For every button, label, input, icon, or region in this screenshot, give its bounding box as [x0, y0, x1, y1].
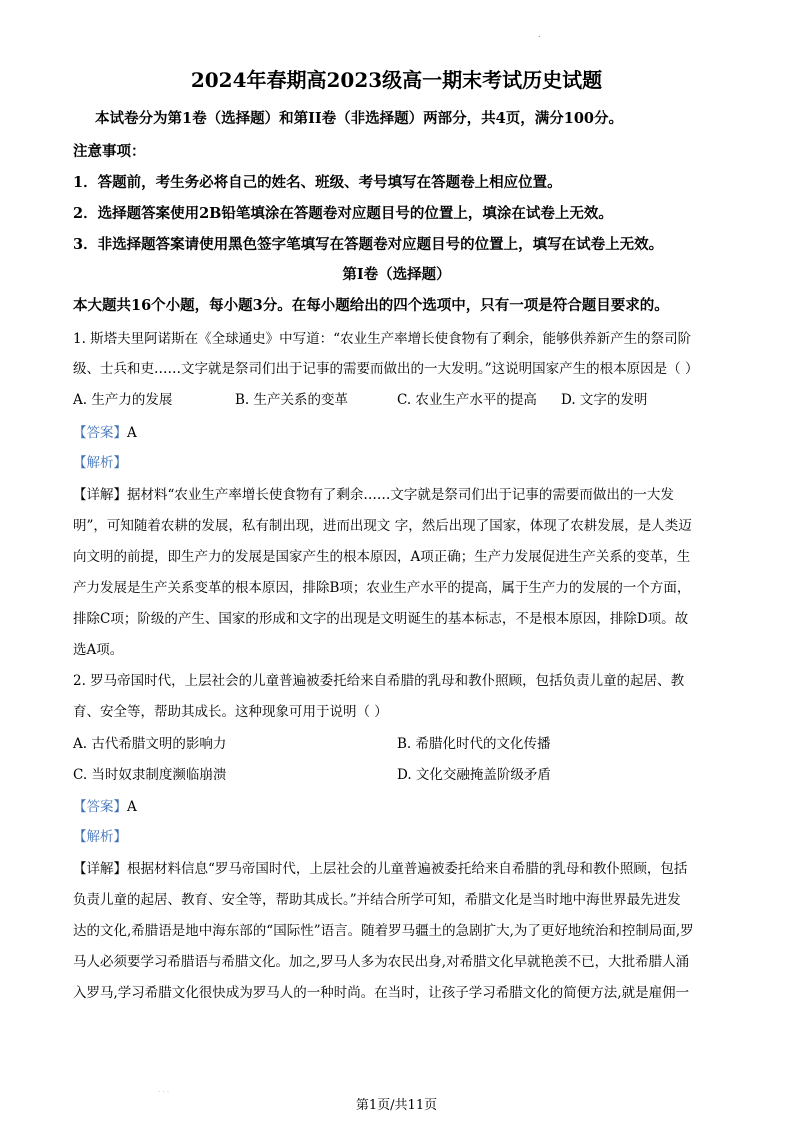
q1-detail-line: 排除C项；阶级的产生、国家的形成和文字的出现是文明诞生的基本标志，不是根本原因，排除D项。故: [73, 611, 689, 627]
q2-analysis-tag: 【解析】: [73, 829, 127, 845]
answer-tag: 【答案】: [73, 799, 127, 815]
q2-option-a: A. 古代希腊文明的影响力: [73, 736, 227, 752]
answer-value: A: [127, 425, 137, 441]
q1-detail-line: 向文明的前提，即生产力的发展是国家产生的根本原因，A项正确；生产力发展促进生产关系的变革，生: [73, 549, 691, 565]
q2-option-d: D. 文化交融掩盖阶级矛盾: [397, 767, 551, 783]
answer-tag: 【答案】: [73, 425, 127, 441]
q2-options-row-2: [73, 763, 733, 783]
q1-detail-line: [73, 483, 674, 503]
q2-answer: [73, 795, 137, 815]
detail-text: 据材料“农业生产率增长使食物有了剩余……文字就是祭司们出于记事的需要而做出的一大发: [127, 487, 674, 503]
q1-stem-line: 1. 斯塔夫里阿诺斯在《全球通史》中写道：“农业生产率增长使食物有了剩余，能够供养新产生的祭司阶: [73, 331, 692, 347]
q1-option-c: C. 农业生产水平的提高: [397, 392, 537, 408]
q2-detail-line: 马人必须要学习希腊语与希腊文化。加之,罗马人多为农民出身,对希腊文化早就艳羡不已，大批希腊人涌: [73, 954, 690, 970]
q1-option-d: D. 文字的发明: [561, 392, 648, 408]
section-instruction: 本大题共16个小题，每小题3分。在每小题给出的四个选项中，只有一项是符合题目要求的。: [73, 297, 669, 314]
header-dot: .: [538, 30, 541, 39]
footer-faint-marks: · · ·: [158, 1088, 170, 1096]
detail-tag: 【详解】: [73, 861, 127, 877]
q2-detail-line: 入罗马,学习希腊文化很快成为罗马人的一种时尚。在当时，让孩子学习希腊文化的简便方法,就是雇佣一: [73, 985, 690, 1001]
notice-item: 1．答题前，考生务必将自己的姓名、班级、考号填写在答题卷上相应位置。: [73, 174, 562, 191]
q1-detail-line: 明”，可知随着农耕的发展，私有制出现，进而出现文 字，然后出现了国家，体现了农耕发展，是人类迈: [73, 518, 692, 534]
q1-detail-line: 产力发展是生产关系变革的根本原因，排除B项；农业生产水平的提高，属于生产力的发展的一个方面，: [73, 580, 691, 596]
q1-analysis-tag: 【解析】: [73, 455, 127, 471]
intro-text: 本试卷分为第1卷（选择题）和第II卷（非选择题）两部分，共4页，满分100分。: [95, 110, 624, 127]
notice-item: 3．非选择题答案请使用黑色签字笔填写在答题卷对应题目号的位置上，填写在试卷上无效。: [73, 236, 664, 253]
q1-stem-line: 级、士兵和吏……文字就是祭司们出于记事的需要而做出的一大发明。”这说明国家产生的根本原因是（ ）: [73, 361, 699, 377]
q2-option-c: C. 当时奴隶制度濒临崩溃: [73, 767, 227, 783]
detail-tag: 【详解】: [73, 487, 127, 503]
notice-heading: 注意事项：: [73, 143, 146, 160]
page-footer: 第1页/共11页: [355, 1098, 438, 1113]
section-title: 第Ⅰ卷（选择题）: [342, 266, 451, 283]
q1-answer: [73, 421, 137, 441]
notice-item: 2．选择题答案使用2B铅笔填涂在答题卷对应题目号的位置上，填涂在试卷上无效。: [73, 205, 613, 222]
q2-stem-line: 育、安全等，帮助其成长。这种现象可用于说明（ ）: [73, 704, 388, 720]
page-title: 2024年春期高2023级高一期末考试历史试题: [190, 68, 603, 92]
q2-detail-line: 达的文化,希腊语是地中海东部的“国际性”语言。随着罗马疆土的急剧扩大,为了更好地统治和控制局面,罗: [73, 923, 694, 939]
q1-detail-line: 选A项。: [73, 642, 124, 658]
q2-options-row-1: [73, 732, 733, 752]
detail-text: 根据材料信息“罗马帝国时代，上层社会的儿童普遍被委托给来自希腊的乳母和教仆照顾，包括: [127, 861, 688, 877]
answer-value: A: [127, 799, 137, 815]
q2-stem-line: 2. 罗马帝国时代，上层社会的儿童普遍被委托给来自希腊的乳母和教仆照顾，包括负责儿童的起居、教: [73, 673, 685, 689]
q2-detail-line: [73, 857, 687, 877]
q1-option-a: A. 生产力的发展: [73, 392, 173, 408]
q1-options: [73, 388, 733, 408]
q2-option-b: B. 希腊化时代的文化传播: [397, 736, 551, 752]
q1-option-b: B. 生产关系的变革: [235, 392, 349, 408]
q2-detail-line: 负责儿童的起居、教育、安全等，帮助其成长。”并结合所学可知，希腊文化是当时地中海世界最先进发: [73, 892, 681, 908]
